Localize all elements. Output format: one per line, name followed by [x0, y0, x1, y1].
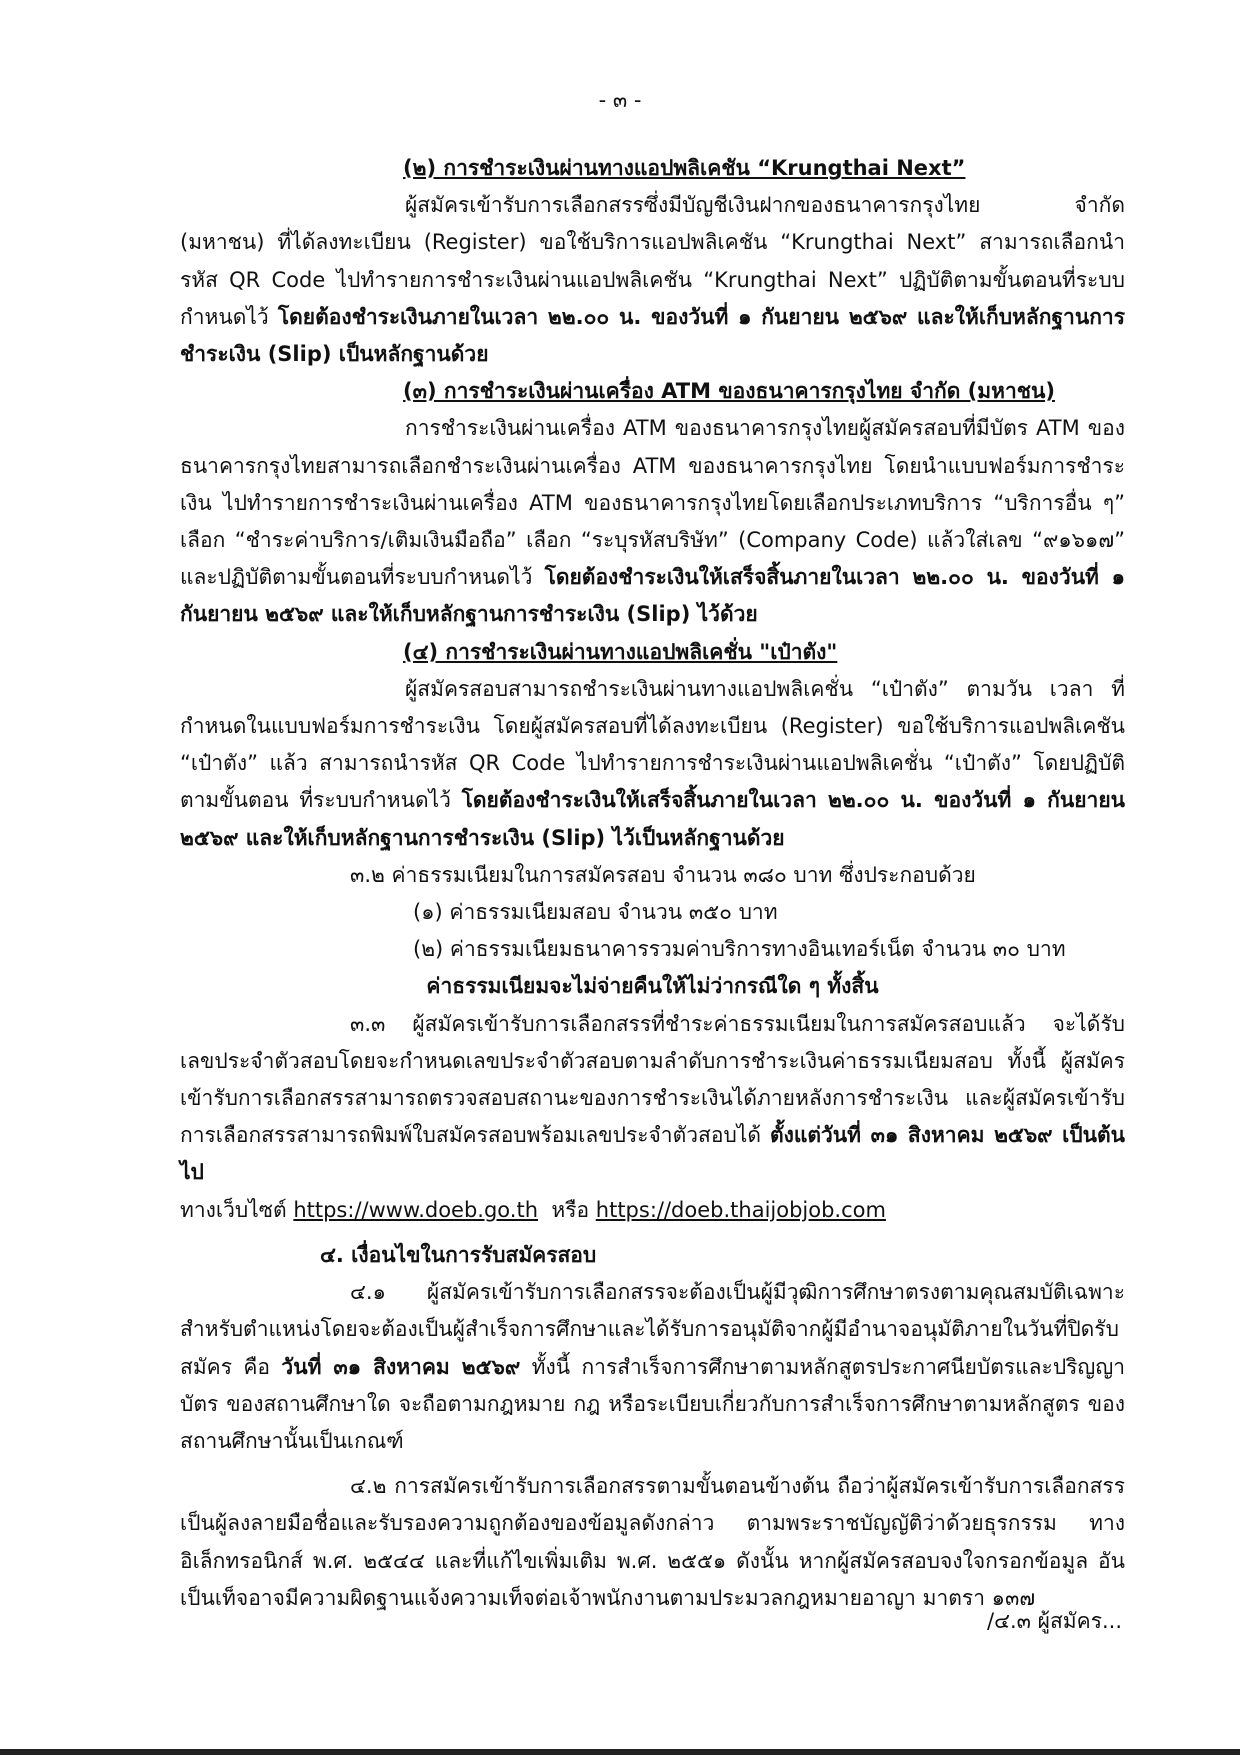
conditions-heading: ๔. เงื่อนไขในการรับสมัครสอบ	[320, 1242, 597, 1267]
section-3-heading: (๓) การชำระเงินผ่านเครื่อง ATM ของธนาคารกรุงไทย จำกัด (มหาชน)	[403, 379, 1055, 404]
section-4-heading: (๔) การชำระเงินผ่านทางแอปพลิเคชั่น "เป๋าตัง"	[403, 639, 838, 664]
website-line: ทางเว็บไซต์ https://www.doeb.go.th หรือ https://doeb.thaijobjob.com	[180, 1197, 886, 1222]
section-3-paragraph: การชำระเงินผ่านเครื่อง ATM ของธนาคารกรุงไทยผู้สมัครสอบที่มีบัตร ATM ของธนาคารกรุงไทยสามารถเลือกชำระเงินผ่านเครื่อง ATM ของธนาคารกรุงไทย โดยนำแบบฟอร์มการชำระเงิน ไปทำรายการชำระเงินผ่านเครื่อง ATM ของธนาคารกรุงไทยโดยเลือกประเภทบริการ “บริการอื่น ๆ” เลือก “ชำระค่าบริการ/เติมเงินมือถือ” เลือก “ระบุรหัสบริษัท” (Company Code) แล้วใส่เลข “๙๑๖๑๗” และปฏิบัติตามขั้นตอนที่ระบบกำหนดไว้ โดยต้องชำระเงินให้เสร็จสิ้นภายในเวลา ๒๒.๐๐ น. ของวันที่ ๑ กันยายน ๒๕๖๙ และให้เก็บหลักฐานการชำระเงิน (Slip) ไว้ด้วย	[180, 416, 1126, 627]
fee-line: ๓.๒ ค่าธรรมเนียมในการสมัครสอบ จำนวน ๓๘๐ บาท ซึ่งประกอบด้วย	[350, 862, 976, 887]
condition-4-2-paragraph: ๔.๒ การสมัครเข้ารับการเลือกสรรตามขั้นตอนข้างต้น ถือว่าผู้สมัครเข้ารับการเลือกสรร เป็นผู้ลงลายมือชื่อและรับรองความถูกต้องของข้อมูลดังกล่าว ตามพระราชบัญญัติว่าด้วยธุรกรรม ทางอิเล็กทรอนิกส์ พ.ศ. ๒๕๔๔ และที่แก้ไขเพิ่มเติม พ.ศ. ๒๕๕๑ ดังนั้น หากผู้สมัครสอบจงใจกรอกข้อมูล อันเป็นเท็จอาจมีความผิดฐานแจ้งความเท็จต่อเจ้าพนักงานตามประมวลกฎหมายอาญา มาตรา ๑๓๗	[180, 1474, 1125, 1610]
doeb-link[interactable]: https://www.doeb.go.th	[293, 1197, 539, 1222]
section-2-paragraph: ผู้สมัครเข้ารับการเลือกสรรซึ่งมีบัญชีเงินฝากของธนาคารกรุงไทย จำกัด (มหาชน) ที่ได้ลงทะเบียน (Register) ขอใช้บริการแอปพลิเคชัน “Krungthai Next” สามารถเลือกนำรหัส QR Code ไปทำรายการชำระเงินผ่านแอปพลิเคชัน “Krungthai Next” ปฏิบัติตามขั้นตอนที่ระบบกำหนดไว้ โดยต้องชำระเงินภายในเวลา ๒๒.๐๐ น. ของวันที่ ๑ กันยายน ๒๕๖๙ และให้เก็บหลักฐานการชำระเงิน (Slip) เป็นหลักฐานด้วย	[180, 193, 1125, 367]
fee-item-1: (๑) ค่าธรรมเนียมสอบ จำนวน ๓๕๐ บาท	[413, 900, 778, 925]
page-number: - ๓ -	[598, 88, 642, 112]
scan-bottom-edge	[0, 1749, 1240, 1755]
thaijobjob-link[interactable]: https://doeb.thaijobjob.com	[595, 1197, 886, 1222]
fee-note: ค่าธรรมเนียมจะไม่จ่ายคืนให้ไม่ว่ากรณีใด ๆ ทั้งสิ้น	[426, 974, 879, 999]
fee-item-2: (๒) ค่าธรรมเนียมธนาคารรวมค่าบริการทางอินเทอร์เน็ต จำนวน ๓๐ บาท	[413, 937, 1066, 962]
document-body	[180, 150, 1125, 1617]
condition-4-1-paragraph: ๔.๑ ผู้สมัครเข้ารับการเลือกสรรจะต้องเป็นผู้มีวุฒิการศึกษาตรงตามคุณสมบัติเฉพาะ สำหรับตำแหน่งโดยจะต้องเป็นผู้สำเร็จการศึกษาและได้รับการอนุมัติจากผู้มีอำนาจอนุมัติภายในวันที่ปิดรับสมัคร คือ วันที่ ๓๑ สิงหาคม ๒๕๖๙ ทั้งนี้ การสำเร็จการศึกษาตามหลักสูตรประกาศนียบัตรและปริญญาบัตร ของสถานศึกษาใด จะถือตามกฎหมาย กฎ หรือระเบียบเกี่ยวกับการสำเร็จการศึกษาตามหลักสูตร ของสถานศึกษานั้นเป็นเกณฑ์	[180, 1280, 1126, 1453]
section-2-heading: (๒) การชำระเงินผ่านทางแอปพลิเคชัน “Krungthai Next”	[403, 156, 966, 180]
section-3-3-paragraph: ๓.๓ ผู้สมัครเข้ารับการเลือกสรรที่ชำระค่าธรรมเนียมในการสมัครสอบแล้ว จะได้รับ เลขประจำตัวสอบโดยจะกำหนดเลขประจำตัวสอบตามลำดับการชำระเงินค่าธรรมเนียมสอบ ทั้งนี้ ผู้สมัคร เข้ารับการเลือกสรรสามารถตรวจสอบสถานะของการชำระเงินได้ภายหลังการชำระเงิน และผู้สมัครเข้ารับ การเลือกสรรสามารถพิมพ์ใบสมัครสอบพร้อมเลขประจำตัวสอบได้ ตั้งแต่วันที่ ๓๑ สิงหาคม ๒๕๖๙ เป็นต้นไป	[180, 1011, 1125, 1185]
section-4-paragraph: ผู้สมัครสอบสามารถชำระเงินผ่านทางแอปพลิเคชั่น “เป๋าตัง” ตามวัน เวลา ที่กำหนดในแบบฟอร์มการชำระเงิน โดยผู้สมัครสอบที่ได้ลงทะเบียน (Register) ขอใช้บริการแอปพลิเคชัน “เป๋าตัง” แล้ว สามารถนำรหัส QR Code ไปทำรายการชำระเงินผ่านแอปพลิเคชั่น “เป๋าตัง” โดยปฏิบัติตามขั้นตอน ที่ระบบกำหนดไว้ โดยต้องชำระเงินให้เสร็จสิ้นภายในเวลา ๒๒.๐๐ น. ของวันที่ ๑ กันยายน ๒๕๖๙ และให้เก็บหลักฐานการชำระเงิน (Slip) ไว้เป็นหลักฐานด้วย	[180, 676, 1126, 850]
continuation-marker: /๔.๓ ผู้สมัคร...	[987, 1609, 1122, 1633]
